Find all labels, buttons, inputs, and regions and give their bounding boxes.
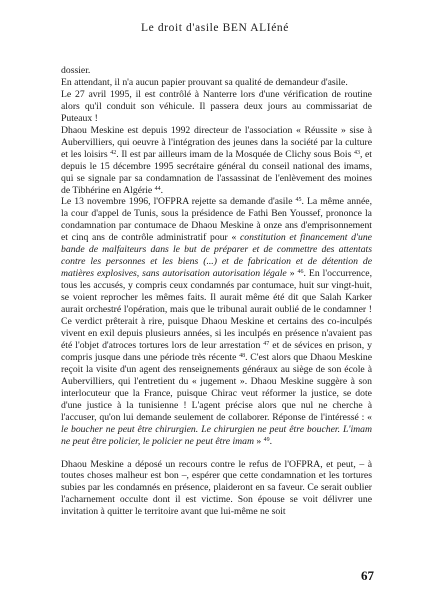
footnote-marker: 48 bbox=[239, 352, 246, 359]
page-number: 67 bbox=[361, 568, 374, 583]
footnote-marker: 47 bbox=[263, 340, 270, 347]
paragraph: En attendant, il n'a aucun papier prouvant sa qualité de demandeur d'asile. bbox=[61, 76, 348, 88]
text-body bbox=[61, 65, 372, 518]
italic-quote: constitution et financement d'une bande de malfaiteurs dans le but de préparer et de commettre des attentats contre les personnes et les biens (...) et de fabrication et de détention de matières explosives, sans autorisation autorisation légale bbox=[61, 232, 372, 280]
footnote-marker: 43 bbox=[353, 149, 360, 156]
footnote-marker: 49 bbox=[263, 436, 270, 443]
footnote-marker: 45 bbox=[295, 197, 302, 204]
footnote-marker: 42 bbox=[110, 149, 117, 156]
italic-quote: le boucher ne peut être chirurgien. Le chirurgien ne peut être boucher. L'imam ne peut être policier, le policier ne peut être imam bbox=[61, 423, 372, 447]
paragraph: dossier. bbox=[61, 65, 91, 76]
running-header: Le droit d'asile BEN ALIéné bbox=[141, 22, 289, 34]
paragraph: Dhaou Meskine est depuis 1992 directeur de l'association « Réussite » sise à Aubervilliers, qui oeuvre à l'intégration des jeunes dans la société par la culture et les loisirs $^{42}$. Il est par ailleurs imam de la Mosquée de Clichy sous Bois $^{43}$, et depuis le 15 décembre 1995 secrétaire général du conseil national des imams, qui se signale par sa condamnation de l'assassinat de l'enlèvement des moines de Tibhérine en Algérie $^{44}$. bbox=[61, 124, 372, 196]
paragraph: Le 13 novembre 1996, l'OFPRA rejette sa demande d'asile $^{45}$. La même année, la cour d'appel de Tunis, sous la présidence de Fathi Ben Youssef, prononce la condamnation par contumace de Dhaou Meskine à onze ans d'emprisonnement et cinq ans de contrôle administratif pour « constitution et financement d'une bande de malfaiteurs dans le but de préparer et de commettre des attentats contre les personnes et les biens (...) et de fabrication et de détention de matières explosives, sans autorisation autorisation légale » $^{46}$. En l'occurrence, tous les accusés, y compris ceux condamnés par contumace, huit sur vingt-huit, se voient reprocher les mêmes faits. Il aurait même été dit que Salah Karker aurait orchestré l'opération, mais que le tribunal aurait oublié de le condamner ! Ce verdict prêterait à rire, puisque Dhaou Meskine et certains des co-inculpés vivent en exil depuis plusieurs années, si les inculpés en présence n'avaient pas été l'objet d'atroces tortures lors de leur arrestation $^{47}$ et de sévices en prison, y compris jusque dans une période très récente $^{48}$. C'est alors que Dhaou Meskine reçoit la visite d'un agent des renseignements généraux au siège de son école à Aubervilliers, qui l'entretient du « jugement ». Dhaou Meskine suggère à son interlocuteur que la France, puisque Chirac veut réformer la justice, se dote d'une justice à la tunisienne ! L'agent précise alors que nul ne cherche à l'accuser, qu'on lui demande seulement de collaborer. Réponse de l'intéressé : « le boucher ne peut être chirurgien. Le chirurgien ne peut être boucher. L'imam ne peut être policier, le policier ne peut être imam » $^{49}$. bbox=[61, 196, 372, 447]
paragraph: Le 27 avril 1995, il est contrôlé à Nanterre lors d'une vérification de routine alors qu'il conduit son véhicule. Il passera deux jours au commissariat de Puteaux ! bbox=[61, 88, 372, 124]
paragraph: Dhaou Meskine a déposé un recours contre le refus de l'OFPRA, et peut, – à toutes choses malheur est bon –, espérer que cette condamnation et les tortures subies par les condamnés en présence, plaideront en sa faveur. Ce serait oublier l'acharnement occulte dont il est victime. Son épouse se voit délivrer une invitation à quitter le territoire avant que lui-même ne soit bbox=[61, 458, 372, 518]
footnote-marker: 46 bbox=[297, 269, 304, 276]
footnote-marker: 44 bbox=[154, 185, 161, 192]
